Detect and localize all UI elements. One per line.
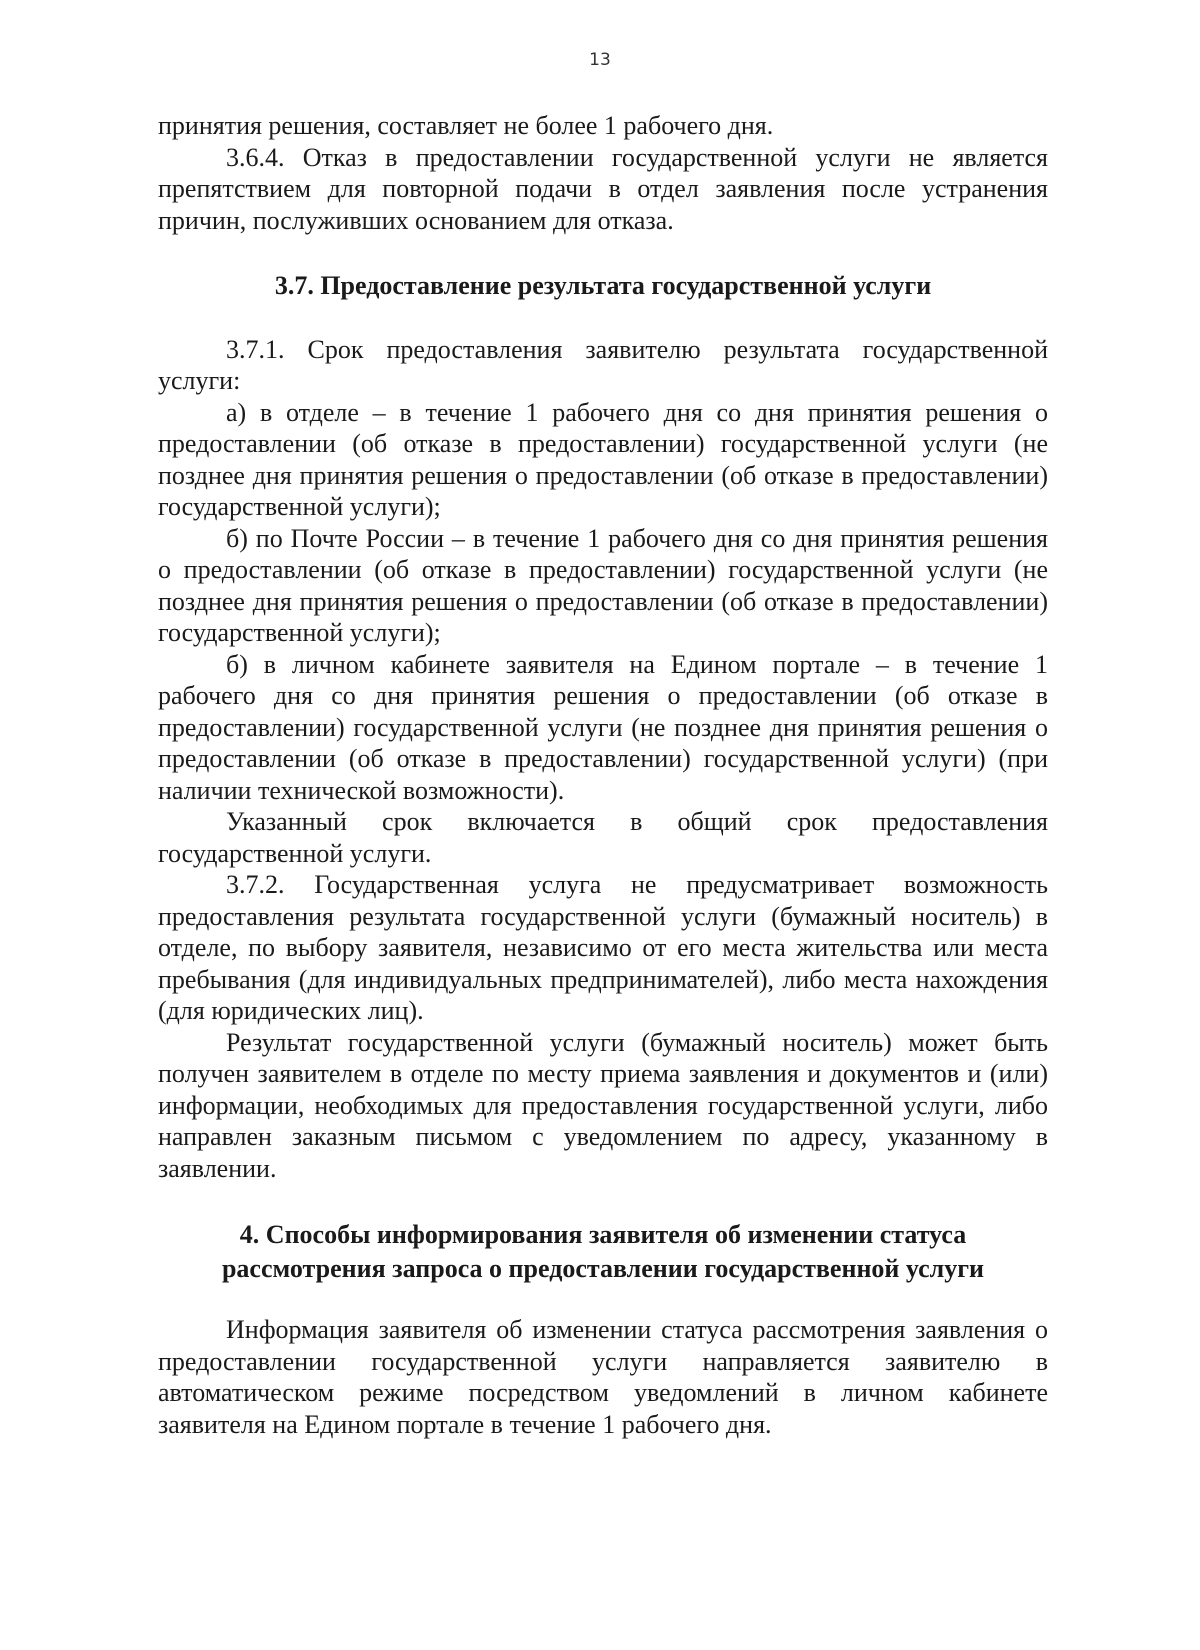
section-heading-3-7: 3.7. Предоставление результата государственной услуги — [274, 271, 932, 300]
paragraph-item-b-post: б) по Почте России – в течение 1 рабочего дня со дня принятия решения о предоставлении (об отказе в предоставлении) государственной услуги (не позднее дня принятия решения о предоставлении (об отказе в предоставлении) государственной услуги); — [158, 523, 1048, 647]
paragraph-continuation: принятия решения, составляет не более 1 рабочего дня. — [158, 111, 774, 140]
paragraph-3-7-1: 3.7.1. Срок предоставления заявителю результата государственной услуги: — [158, 334, 1048, 395]
paragraph-result: Результат государственной услуги (бумажный носитель) может быть получен заявителем в отделе по месту приема заявления и документов и (или) информации, необходимых для предоставления государственной услуги, либо направлен заказным письмом с уведомлением по адресу, указанному в заявлении. — [158, 1027, 1048, 1183]
paragraph-3-6-4: 3.6.4. Отказ в предоставлении государственной услуги не является препятствием для повторной подачи в отдел заявления после устранения причин, послуживших основанием для отказа. — [158, 142, 1048, 235]
section-heading-4-line1: 4. Способы информирования заявителя об изменении статуса — [239, 1220, 967, 1249]
document-body — [158, 110, 1048, 1440]
section-heading-4 — [158, 1218, 1048, 1286]
page-number: 13 — [589, 50, 611, 70]
paragraph-item-b-portal: б) в личном кабинете заявителя на Едином портале – в течение 1 рабочего дня со дня принятия решения о предоставлении (об отказе в предоставлении) государственной услуги (не позднее дня принятия решения о предоставлении (об отказе в предоставлении) государственной услуги) (при наличии технической возможности). — [158, 649, 1048, 805]
section-heading-4-line2: рассмотрения запроса о предоставлении государственной услуги — [221, 1254, 985, 1283]
paragraph-item-a: а) в отделе – в течение 1 рабочего дня со дня принятия решения о предоставлении (об отказе в предоставлении) государственной услуги (не позднее дня принятия решения о предоставлении (об отказе в предоставлении) государственной услуги); — [158, 397, 1048, 521]
paragraph-term-included: Указанный срок включается в общий срок предоставления государственной услуги. — [158, 807, 1048, 868]
paragraph-information: Информация заявителя об изменении статуса рассмотрения заявления о предоставлении государственной услуги направляется заявителю в автоматическом режиме посредством уведомлений в личном кабинете заявителя на Едином портале в течение 1 рабочего дня. — [158, 1315, 1048, 1439]
paragraph-3-7-2: 3.7.2. Государственная услуга не предусматривает возможность предоставления результата государственной услуги (бумажный носитель) в отделе, по выбору заявителя, независимо от его места жительства или места пребывания (для индивидуальных предпринимателей), либо места нахождения (для юридических лиц). — [158, 870, 1048, 1025]
